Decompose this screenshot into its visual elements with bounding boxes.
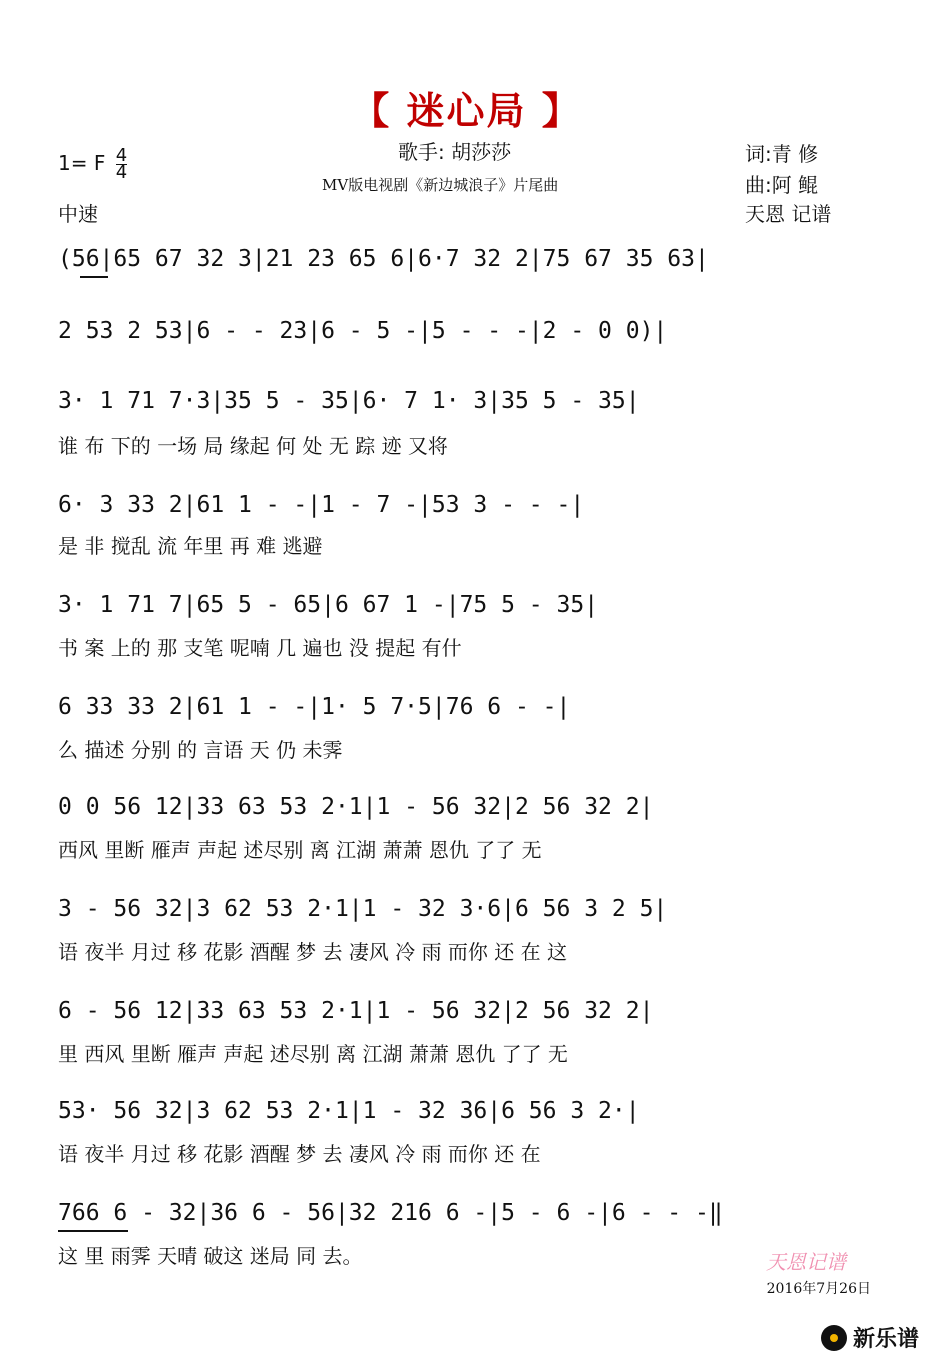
time-bottom: 4 [115, 162, 128, 183]
time-top: 4 [115, 145, 128, 166]
time-signature [115, 145, 128, 183]
system-lyrics: 这 里 雨霁 天晴 破这 迷局 同 去。 [58, 1244, 363, 1268]
transcriber: 天恩 记谱 [745, 202, 832, 226]
system-lyrics: 是 非 搅乱 流 年里 再 难 逃避 [58, 534, 323, 558]
system-lyrics: 西风 里断 雁声 声起 述尽别 离 江湖 萧萧 恩仇 了了 无 [58, 838, 542, 862]
composer: 曲:阿 鲲 [745, 173, 819, 197]
subtitle: MV版电视剧《新边城浪子》片尾曲 [322, 176, 559, 194]
system-notes: 0 0 56 12|33 63 53 2·1|1 - 56 32|2 56 32 2| [58, 794, 654, 820]
beam-line [80, 276, 108, 278]
transcriber-stamp: 天恩记谱 [766, 1250, 846, 1274]
system-notes: 3 - 56 32|3 62 53 2·1|1 - 32 3·6|6 56 3 2 5| [58, 896, 668, 922]
beam-line [58, 1230, 128, 1232]
key-label: 1= F [58, 151, 106, 175]
logo-text: 新乐谱 [852, 1327, 919, 1352]
system-notes: 766 6 - 32|36 6 - 56|32 216 6 -|5 - 6 -|6 - - -‖ [58, 1200, 723, 1226]
transcription-date: 2016年7月26日 [766, 1281, 871, 1297]
system-notes: 6 - 56 12|33 63 53 2·1|1 - 56 32|2 56 32 2| [58, 998, 654, 1024]
system-lyrics: 语 夜半 月过 移 花影 酒醒 梦 去 凄风 冷 雨 而你 还 在 [58, 1142, 541, 1166]
system-lyrics: 里 西风 里断 雁声 声起 述尽别 离 江湖 萧萧 恩仇 了了 无 [58, 1042, 568, 1066]
system-notes: (56|65 67 32 3|21 23 65 6|6·7 32 2|75 67 35 63| [58, 246, 709, 272]
system-notes: 2 53 2 53|6 - - 23|6 - 5 -|5 - - -|2 - 0 0)| [58, 318, 668, 344]
system-lyrics: 谁 布 下的 一场 局 缘起 何 处 无 踪 迹 又将 [58, 434, 448, 458]
singer: 歌手: 胡莎莎 [398, 140, 512, 164]
tempo: 中速 [58, 202, 98, 226]
song-title: 【 迷心局 】 [351, 89, 582, 133]
site-logo[interactable] [821, 1322, 919, 1353]
system-notes: 6 33 33 2|61 1 - -|1· 5 7·5|76 6 - -| [58, 694, 571, 720]
key-signature [58, 145, 128, 183]
system-notes: 3· 1 71 7|65 5 - 65|6 67 1 -|75 5 - 35| [58, 592, 599, 618]
lyricist: 词:青 修 [745, 142, 819, 166]
system-notes: 53· 56 32|3 62 53 2·1|1 - 32 36|6 56 3 2·| [58, 1098, 640, 1124]
system-lyrics: 么 描述 分别 的 言语 天 仍 未霁 [58, 738, 343, 762]
system-lyrics: 书 案 上的 那 支笔 呢喃 几 遍也 没 提起 有什 [58, 636, 462, 660]
system-notes: 3· 1 71 7·3|35 5 - 35|6· 7 1· 3|35 5 - 35| [58, 388, 640, 414]
vinyl-disc-icon [821, 1325, 847, 1351]
system-lyrics: 语 夜半 月过 移 花影 酒醒 梦 去 凄风 冷 雨 而你 还 在 这 [58, 940, 568, 964]
system-notes: 6· 3 33 2|61 1 - -|1 - 7 -|53 3 - - -| [58, 492, 585, 518]
